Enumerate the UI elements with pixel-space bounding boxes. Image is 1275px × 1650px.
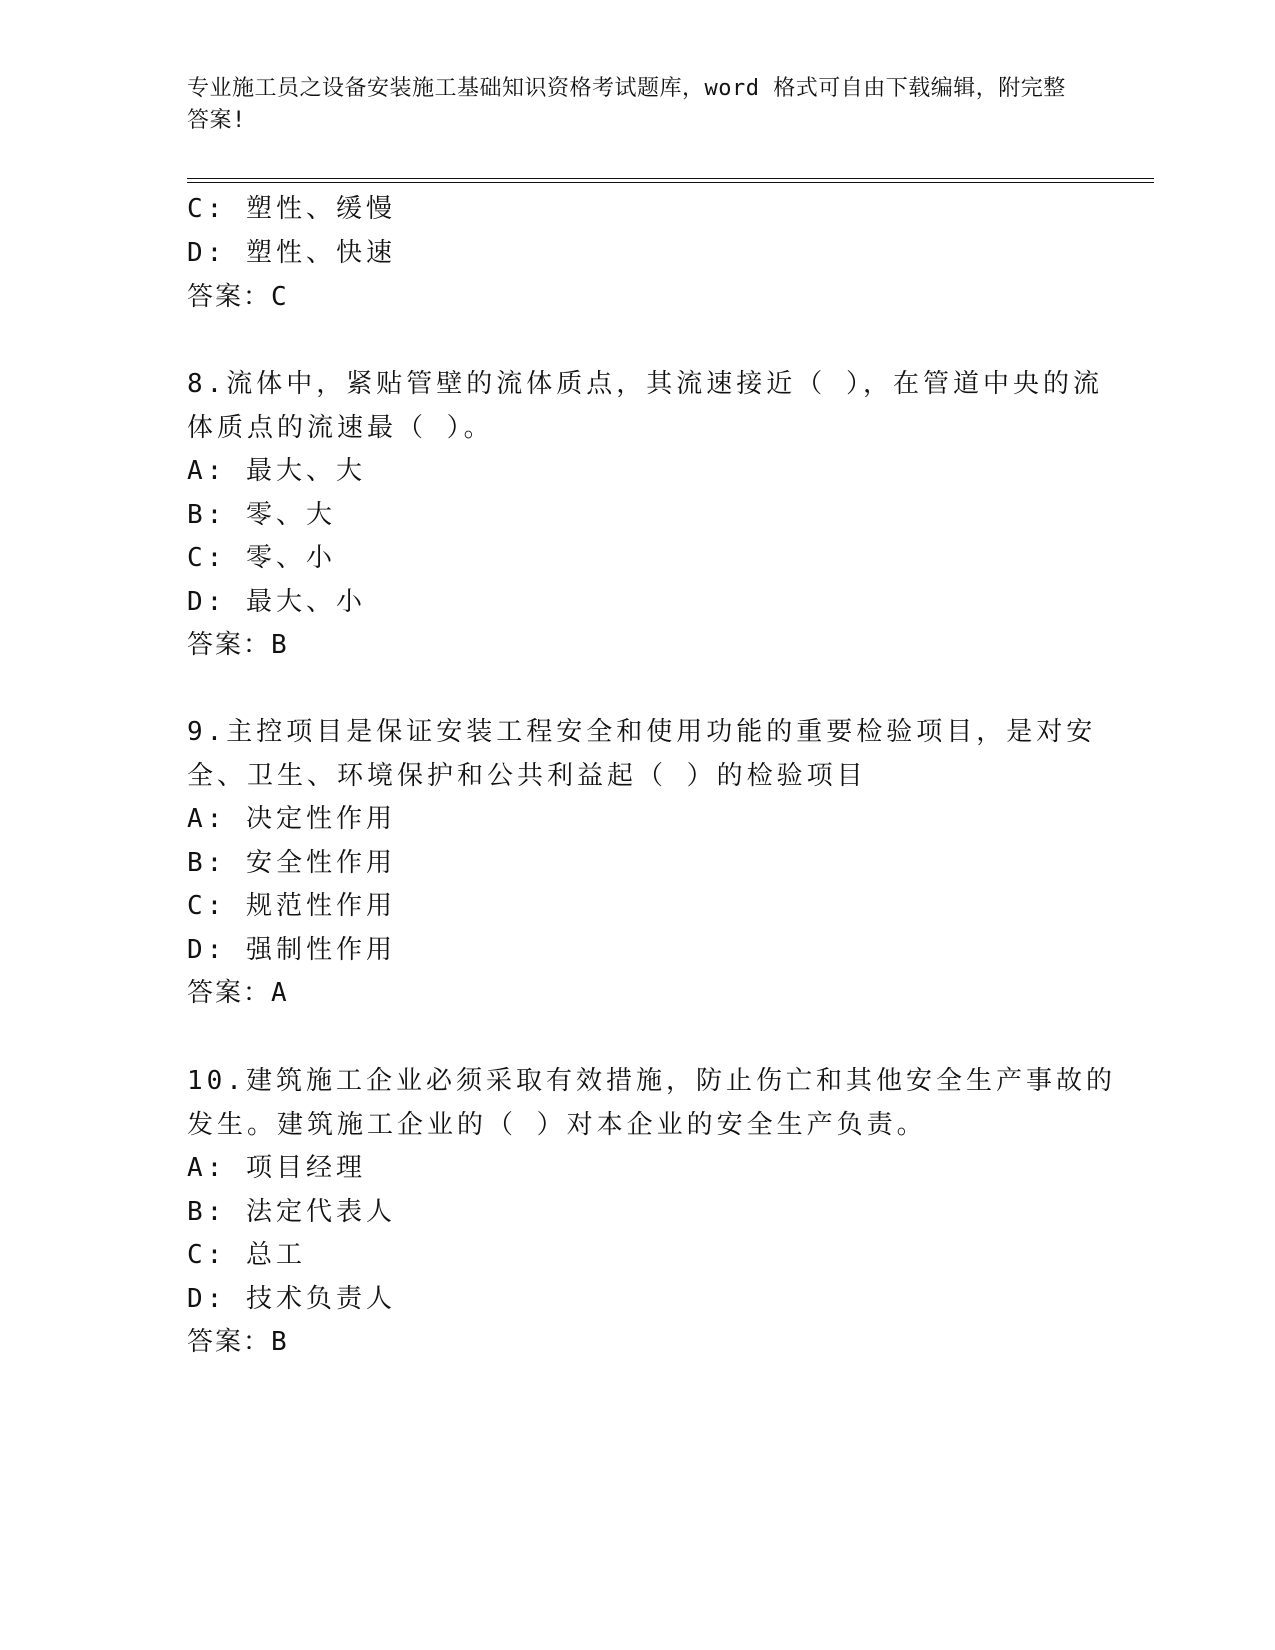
question-8-line-2: 体质点的流速最（ ）。 bbox=[187, 413, 494, 443]
question-10-option-d: D: 技术负责人 bbox=[187, 1284, 396, 1314]
question-10-option-c: C: 总工 bbox=[187, 1240, 306, 1270]
question-10-answer: 答案：B bbox=[187, 1327, 289, 1357]
question-8-answer: 答案：B bbox=[187, 630, 289, 660]
document-header: 专业施工员之设备安装施工基础知识资格考试题库，word 格式可自由下载编辑，附完整答案! bbox=[187, 76, 1066, 133]
header-rule-bottom bbox=[187, 182, 1154, 183]
header-rule-top bbox=[187, 178, 1154, 179]
question-9-option-a: A: 决定性作用 bbox=[187, 804, 396, 834]
question-9-answer: 答案：A bbox=[187, 978, 289, 1008]
question-10-option-a: A: 项目经理 bbox=[187, 1153, 366, 1183]
question-9-option-d: D: 强制性作用 bbox=[187, 935, 396, 965]
question-10-line-2: 发生。建筑施工企业的（ ）对本企业的安全生产负责。 bbox=[187, 1110, 927, 1140]
question-10-line-1: 10.建筑施工企业必须采取有效措施，防止伤亡和其他安全生产事故的 bbox=[187, 1066, 1116, 1096]
question-8-option-b: B: 零、大 bbox=[187, 500, 336, 530]
option-d: D: 塑性、快速 bbox=[187, 238, 396, 268]
question-9-line-2: 全、卫生、环境保护和公共利益起（ ）的检验项目 bbox=[187, 761, 867, 791]
question-8-option-a: A: 最大、大 bbox=[187, 456, 366, 486]
question-8-line-1: 8.流体中，紧贴管壁的流体质点，其流速接近（ ），在管道中央的流 bbox=[187, 369, 1103, 399]
answer-line: 答案：C bbox=[187, 282, 289, 312]
question-10-option-b: B: 法定代表人 bbox=[187, 1197, 396, 1227]
option-c: C: 塑性、缓慢 bbox=[187, 194, 396, 224]
question-9-option-b: B: 安全性作用 bbox=[187, 848, 396, 878]
question-9-line-1: 9.主控项目是保证安装工程安全和使用功能的重要检验项目，是对安 bbox=[187, 717, 1097, 747]
question-8-option-c: C: 零、小 bbox=[187, 543, 336, 573]
question-9-option-c: C: 规范性作用 bbox=[187, 891, 396, 921]
question-8-option-d: D: 最大、小 bbox=[187, 587, 366, 617]
